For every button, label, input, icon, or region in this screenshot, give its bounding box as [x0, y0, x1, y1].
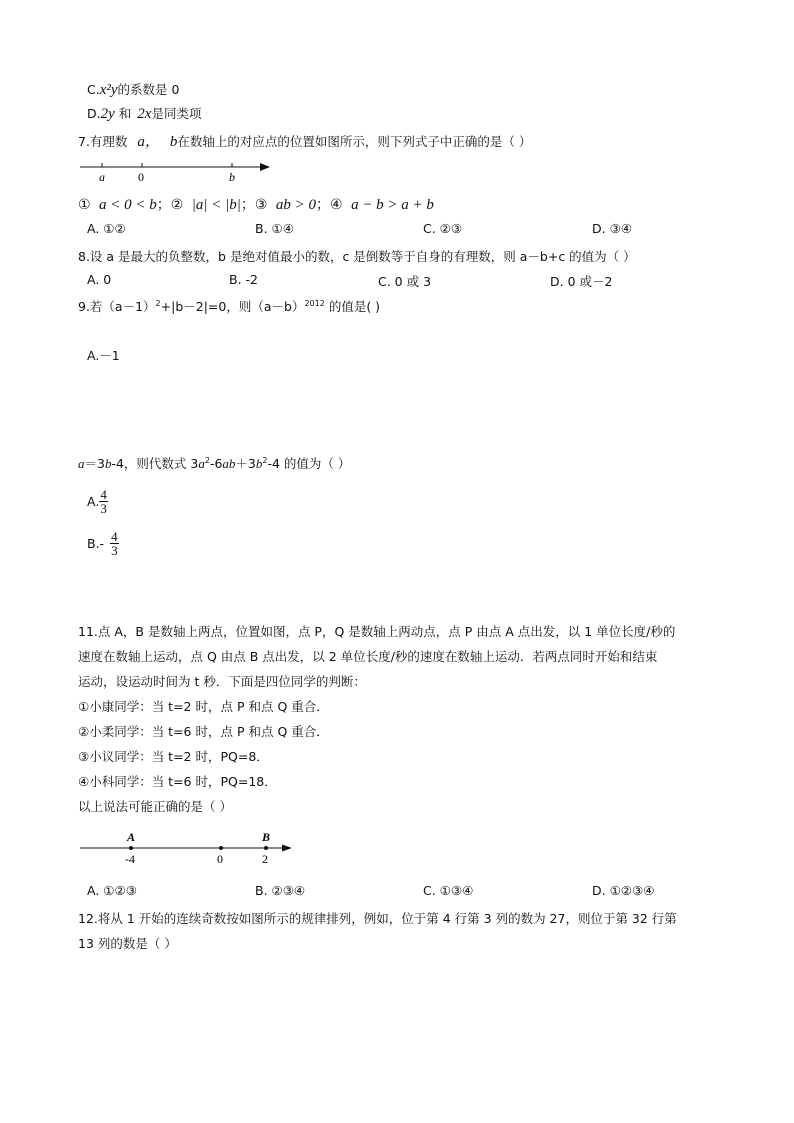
q11-option-a[interactable]: A. ①②③ — [87, 883, 137, 898]
q12-stem-line-2: 13 列的数是（ ） — [78, 936, 177, 951]
q7-statement-4-marker: ；④ — [316, 197, 343, 213]
q10-stem-b: -4，则代数式 3 — [111, 456, 199, 471]
q6-option-d — [87, 104, 201, 123]
q7-number-line — [78, 158, 278, 186]
q11-stem-line-2: 速度在数轴上运动，点 Q 由点 B 点出发，以 2 单位长度/秒的速度在数轴上运动．若两点同时开始和结束 — [78, 649, 658, 664]
q7-statement-3-marker: ；③ — [240, 197, 268, 213]
q8-option-d[interactable]: D. 0 或－2 — [550, 274, 613, 289]
q7-var-b: b — [169, 134, 178, 150]
q11-conclusion: 以上说法可能正确的是（ ） — [78, 799, 232, 814]
q9-stem-a: 9.若（a－1） — [78, 299, 156, 314]
q11-statement-4: ④小科同学：当 t=6 时，PQ=18． — [78, 774, 277, 789]
q9-sup-1: 2 — [155, 298, 161, 308]
q10-option-a-denominator: 3 — [100, 501, 107, 516]
q10-var-b: b — [104, 456, 112, 471]
q7-var-a: a， — [137, 134, 160, 150]
q10-stem — [78, 454, 350, 472]
q8-option-a[interactable]: A. 0 — [87, 272, 112, 287]
q7-stem-a: 7.有理数 — [78, 134, 128, 149]
q11-stem-line-3: 运动，设运动时间为 t 秒．下面是四位同学的判断： — [78, 674, 366, 689]
q11-axis-tick-minus4: -4 — [125, 852, 135, 866]
q10-option-b-label: B.- — [87, 536, 105, 551]
q8-stem: 8.设 a 是最大的负整数，b 是绝对值最小的数，c 是倒数等于自身的有理数，则 a－b+c 的值为（ ） — [78, 249, 636, 264]
q7-statement-4: a − b > a + b — [351, 197, 434, 213]
q11-statement-3: ③小议同学：当 t=2 时，PQ=8． — [78, 749, 269, 764]
q9-option-a[interactable]: A.－1 — [87, 348, 120, 363]
q10-stem-c: -6 — [209, 456, 223, 471]
q6-option-c — [87, 80, 179, 99]
q6-option-d-mid: 和 — [118, 106, 132, 121]
q11-option-b[interactable]: B. ②③④ — [255, 883, 306, 898]
q7-statement-2: |a| < |b| — [191, 197, 241, 213]
q7-option-b[interactable]: B. ①④ — [255, 221, 294, 236]
q6-option-c-label: C. — [87, 82, 100, 97]
q10-var-ab: ab — [222, 456, 236, 471]
q10-option-a-fraction — [99, 488, 108, 515]
q7-axis-label-b: b — [229, 170, 235, 184]
q9-stem-b: +|b－2|=0，则（a－b） — [160, 299, 305, 314]
q10-option-b-fraction — [110, 530, 119, 557]
q11-number-line — [78, 828, 298, 868]
q7-axis-label-a: a — [99, 170, 105, 184]
q7-option-d[interactable]: D. ③④ — [592, 221, 632, 236]
q10-stem-a: ＝3 — [84, 456, 105, 471]
q8-option-b[interactable]: B. -2 — [229, 272, 258, 287]
q10-sup-b: 2 — [262, 455, 268, 465]
q10-stem-e: -4 的值为（ ） — [267, 456, 351, 471]
q11-option-c[interactable]: C. ①③④ — [423, 883, 474, 898]
q8-option-c[interactable]: C. 0 或 3 — [378, 274, 432, 289]
q7-statement-3: ab > 0 — [275, 197, 317, 213]
q6-option-d-text: 是同类项 — [151, 106, 202, 121]
q6-option-c-expr: x²y — [99, 82, 118, 98]
q7-statement-1-marker: ① — [78, 197, 91, 213]
q10-stem-d: ＋3 — [235, 456, 256, 471]
q12-stem-line-1: 12.将从 1 开始的连续奇数按如图所示的规律排列，例如，位于第 4 行第 3 列的数为 27，则位于第 32 行第 — [78, 911, 677, 926]
q11-statement-2: ②小柔同学：当 t=6 时，点 P 和点 Q 重合． — [78, 724, 329, 739]
q7-axis-label-zero: 0 — [138, 170, 144, 184]
q11-statement-1: ①小康同学：当 t=2 时，点 P 和点 Q 重合． — [78, 699, 329, 714]
q10-option-a-numerator: 4 — [100, 487, 107, 502]
q10-option-b-denominator: 3 — [111, 543, 118, 558]
q10-var-b2: b — [255, 456, 263, 471]
q11-axis-label-A: A — [127, 830, 136, 844]
q7-statement-1: a < 0 < b — [99, 197, 157, 213]
q10-var-a2: a — [198, 456, 205, 471]
q11-axis-tick-0: 0 — [217, 852, 223, 866]
q7-option-a[interactable]: A. ①② — [87, 221, 126, 236]
q7-statements — [78, 194, 434, 214]
q6-option-d-label: D. — [87, 106, 101, 121]
q7-stem-b: 在数轴上的对应点的位置如图所示，则下列式子中正确的是（ ） — [177, 134, 532, 149]
q6-option-d-expr2: 2x — [137, 106, 152, 122]
q9-sup-2: 2012 — [304, 298, 325, 308]
q6-option-c-text: 的系数是 0 — [117, 82, 180, 97]
q7-stem — [78, 130, 531, 151]
q10-option-a[interactable] — [87, 488, 108, 515]
q11-axis-tick-2: 2 — [262, 852, 268, 866]
q11-stem-line-1: 11.点 A，B 是数轴上两点，位置如图，点 P，Q 是数轴上两动点，点 P 由点 A 点出发，以 1 单位长度/秒的 — [78, 624, 676, 639]
q9-stem-c: 的值是( ) — [328, 299, 381, 314]
q10-var-a: a — [78, 456, 85, 471]
q7-option-c[interactable]: C. ②③ — [423, 221, 463, 236]
q10-option-b[interactable] — [87, 530, 119, 557]
q6-option-d-expr1: 2y — [100, 106, 115, 122]
q7-statement-2-marker: ；② — [156, 197, 184, 213]
q10-option-b-numerator: 4 — [111, 529, 118, 544]
q9-stem — [78, 297, 380, 315]
q10-sup-a: 2 — [204, 455, 210, 465]
q11-axis-label-B: B — [262, 830, 271, 844]
q11-option-d[interactable]: D. ①②③④ — [592, 883, 655, 898]
q10-option-a-label: A. — [87, 494, 100, 509]
